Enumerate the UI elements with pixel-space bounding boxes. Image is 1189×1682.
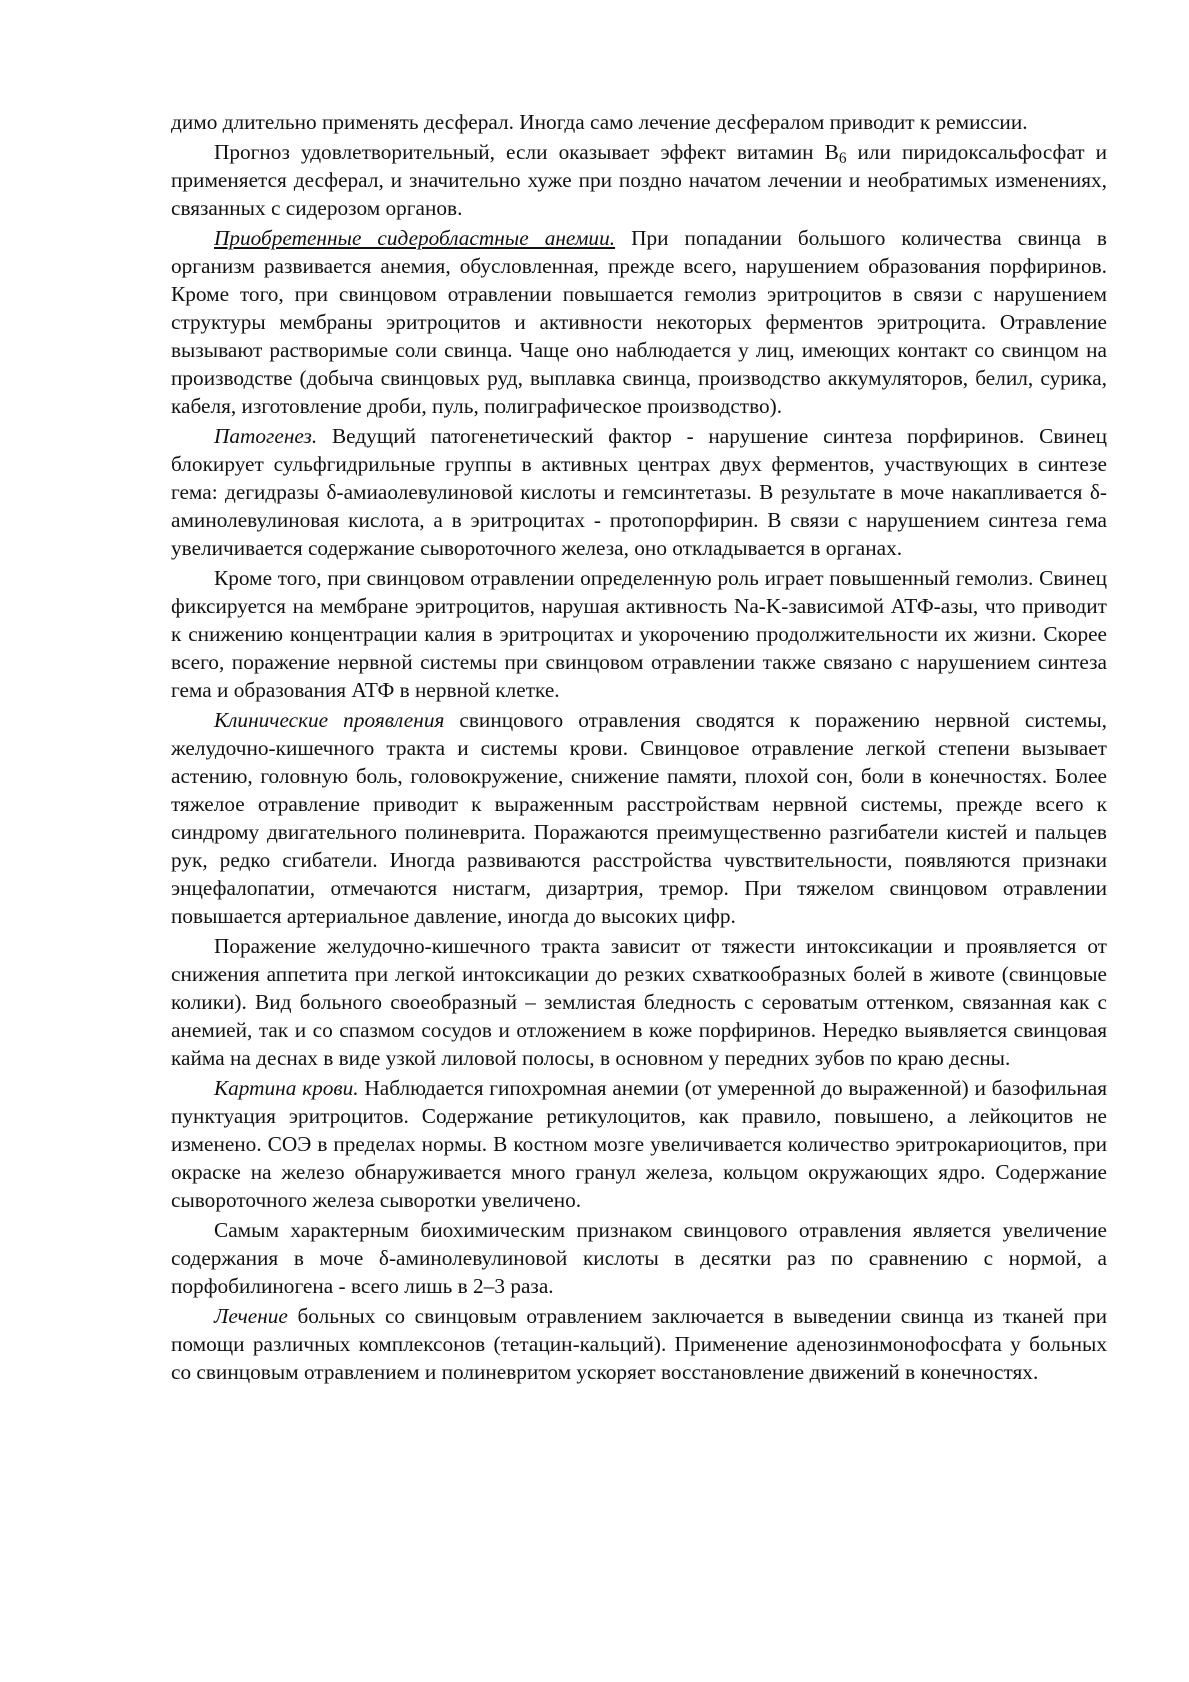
- section-lead-heading: Приобретенные сидеробластные анемии.: [214, 226, 616, 250]
- paragraph-continuation: [171, 108, 1107, 136]
- section-lead-heading: Лечение: [214, 1304, 288, 1328]
- paragraph-clinical: [171, 706, 1107, 930]
- paragraph-prognosis: [171, 138, 1107, 222]
- paragraph-biochemical: [171, 1216, 1107, 1300]
- paragraph-treatment: [171, 1302, 1107, 1386]
- paragraph-text: Самым характерным биохимическим признаком свинцового отравления является увеличение содержания в моче δ-аминолевулиновой кислоты в десятки раз по сравнению с нормой, а порфобилиногена - всего лишь в 2–3 раза.: [171, 1218, 1107, 1298]
- section-lead-heading: Патогенез.: [214, 424, 318, 448]
- paragraph-gi-tract: [171, 932, 1107, 1072]
- paragraph-text: или пиридоксальфосфат и применяется десферал, и значительно хуже при поздно начатом лечении и необратимых изменениях, связанных с сидерозом органов.: [171, 140, 1107, 220]
- vitamin-subscript: 6: [838, 149, 847, 167]
- paragraph-text: Поражение желудочно-кишечного тракта зависит от тяжести интоксикации и проявляется от снижения аппетита при легкой интоксикации до резких схваткообразных болей в животе (свинцовые колики). Вид больного своеобразный – землистая бледность с сероватым оттенком, связанная как с анемией, так и со спазмом сосудов и отложением в коже порфиринов. Нередко выявляется свинцовая кайма на деснах в виде узкой лиловой полосы, в основном у передних зубов по краю десны.: [171, 934, 1107, 1070]
- paragraph-text: свинцового отравления сводятся к поражению нервной системы, желудочно-кишечного тракта и системы крови. Свинцовое отравление легкой степени вызывает астению, головную боль, головокружение, снижение памяти, плохой сон, боли в конечностях. Более тяжелое отравление приводит к выраженным расстройствам нервной системы, прежде всего к синдрому двигательного полиневрита. Поражаются преимущественно разгибатели кистей и пальцев рук, редко сгибатели. Иногда развиваются расстройства чувствительности, появляются признаки энцефалопатии, отмечаются нистагм, дизартрия, тремор. При тяжелом свинцовом отравлении повышается артериальное давление, иногда до высоких цифр.: [171, 708, 1107, 928]
- paragraph-text: При попадании большого количества свинца в организм развивается анемия, обусловленная, прежде всего, нарушением образования порфиринов. Кроме того, при свинцовом отравлении повышается гемолиз эритроцитов в связи с нарушением структуры мембраны эритроцитов и активности некоторых ферментов эритроцита. Отравление вызывают растворимые соли свинца. Чаще оно наблюдается у лиц, имеющих контакт со свинцом на производстве (добыча свинцовых руд, выплавка свинца, производство аккумуляторов, белил, сурика, кабеля, изготовление дроби, пуль, полиграфическое производство).: [171, 226, 1107, 418]
- paragraph-text: Наблюдается гипохромная анемии (от умеренной до выраженной) и базофильная пунктуация эритроцитов. Содержание ретикулоцитов, как правило, повышено, а лейкоцитов не изменено. СОЭ в пределах нормы. В костном мозге увеличивается количество эритрокариоцитов, при окраске на железо обнаруживается много гранул железа, кольцом окружающих ядро. Содержание сывороточного железа сыворотки увеличено.: [171, 1076, 1108, 1212]
- paragraph-text: Кроме того, при свинцовом отравлении определенную роль играет повышенный гемолиз. Свинец фиксируется на мембране эритроцитов, нарушая активность Na-K-зависимой АТФ-азы, что приводит к снижению концентрации калия в эритроцитах и укорочению продолжительности их жизни. Скорее всего, поражение нервной системы при свинцовом отравлении также связано с нарушением синтеза гема и образования АТФ в нервной клетке.: [171, 566, 1107, 702]
- section-lead-heading: Картина крови.: [214, 1076, 359, 1100]
- paragraph-text: димо длительно применять десферал. Иногда само лечение десфералом приводит к ремиссии.: [171, 110, 1028, 134]
- paragraph-pathogenesis: [171, 422, 1107, 562]
- paragraph-text-before-subscript: Прогноз удовлетворительный, если оказывает эффект витамин B: [214, 140, 839, 164]
- document-page: [171, 108, 1107, 1388]
- paragraph-blood-picture: [171, 1074, 1107, 1214]
- paragraph-hemolysis: [171, 564, 1107, 704]
- paragraph-text: больных со свинцовым отравлением заключается в выведении свинца из тканей при помощи различных комплексонов (тетацин-кальций). Применение аденозинмонофосфата у больных со свинцовым отравлением и полиневритом ускоряет восстановление движений в конечностях.: [171, 1304, 1107, 1384]
- paragraph-acquired-anemias: [171, 224, 1107, 420]
- paragraph-text: Ведущий патогенетический фактор - нарушение синтеза порфиринов. Свинец блокирует сульфгидрильные группы в активных центрах двух ферментов, участвующих в синтезе гема: дегидразы δ-амиаолевулиновой кислоты и гемсинтетазы. В результате в моче накапливается δ-аминолевулиновая кислота, а в эритроцитах - протопорфирин. В связи с нарушением синтеза гема увеличивается содержание сывороточного железа, оно откладывается в органах.: [171, 424, 1107, 560]
- section-lead-heading: Клинические проявления: [214, 708, 445, 732]
